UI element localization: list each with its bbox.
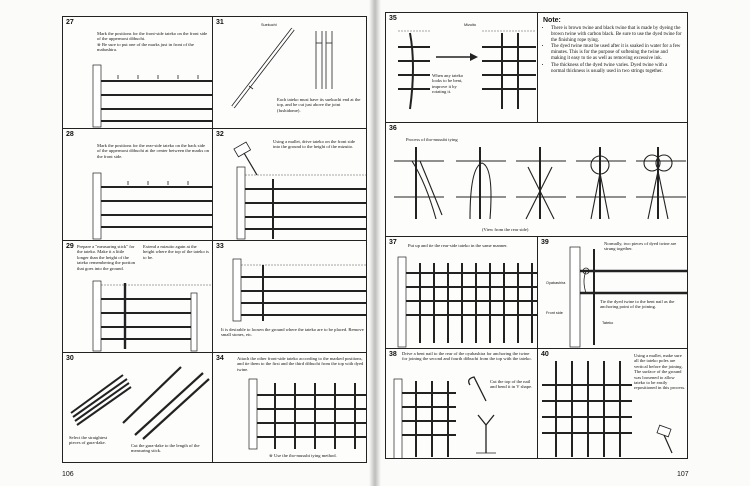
gara-dake-bamboo-illustration [63, 353, 213, 463]
step-text-a: Prepare a "measuring stick" for the tateko. Make it a little longer than the height of the tateko remembering the portion that goes into the ground. [77, 244, 136, 271]
step-number: 29 [66, 243, 74, 250]
measuring-stick-illustration [63, 241, 213, 353]
note-list [543, 26, 682, 74]
step-39 [538, 237, 688, 349]
step-40 [538, 349, 688, 459]
right-step-grid [385, 12, 688, 459]
rear-tateko-grid-illustration [386, 237, 538, 349]
step-title: Process of ibo-musubi tying [406, 137, 458, 142]
twine-anchor-illustration [538, 237, 688, 349]
step-number: 38 [389, 351, 397, 358]
mizuito-label: Mizuito [464, 23, 477, 27]
front-side-label: Front side [546, 311, 563, 315]
step-text-a: Drive a bent nail to the rear of the oyabashira for anchoring the twine for joining the second and fourth dōbuchi from the top with the tateko. [402, 351, 532, 362]
step-note: ※ Be sure to put one of the marks just in front of the mabashira. [97, 41, 194, 53]
tateko-fence-illustration [213, 241, 367, 353]
bent-nail-illustration [386, 349, 538, 459]
step-text: Using a mallet, make sure all the tateko poles are vertical before the joining. The surface of the ground was loosened to allow tateko to be easily repositioned in this process. [634, 353, 686, 391]
step-number: 39 [541, 239, 549, 246]
step-text: It is desirable to loosen the ground where the tateko are to be placed. Remove small stones, etc. [221, 327, 364, 338]
step-text: Put up and tie the rear-side tateko in the same manner. [408, 243, 508, 248]
mallet-vertical-check-illustration [538, 349, 688, 459]
right-page [375, 0, 750, 486]
step-30 [63, 353, 213, 463]
step-number: 28 [66, 131, 74, 138]
note-title: Note: [543, 17, 561, 24]
page-number-right: 107 [677, 471, 689, 478]
step-number: 27 [66, 19, 74, 26]
step-text-a: Normally, two pieces of dyed twine are strung together. [604, 241, 677, 252]
book-spine [369, 0, 381, 486]
step-35 [386, 13, 538, 123]
step-number: 34 [216, 355, 224, 362]
note-box [538, 13, 688, 123]
step-text-b: Extend a mizuito again at the height where the top of the tateko is to be. [143, 244, 209, 260]
oyabashira-label: Oyabashira [546, 281, 566, 285]
step-number: 32 [216, 131, 224, 138]
tateko-label: Tateko [602, 321, 614, 325]
step-number: 40 [541, 351, 549, 358]
step-text-b: Cut the top of the nail and bend it in V shape. [490, 379, 533, 390]
step-text: Mark the positions for the rear-side tateko on the back side of the uppermost dōbuchi at the center between the marks on the front side. [97, 143, 209, 159]
step-number: 35 [389, 15, 397, 22]
step-number: 36 [389, 125, 397, 132]
step-number: 31 [216, 19, 224, 26]
step-29 [63, 241, 213, 353]
step-text: When any tateko looks to be bent, improve it by rotating it. [432, 73, 464, 95]
step-number: 33 [216, 243, 224, 250]
step-37 [386, 237, 538, 349]
step-text-b: Tie the dyed twine to the bent nail as the anchoring point of the joining. [600, 299, 675, 310]
step-number: 37 [389, 239, 397, 246]
step-36 [386, 123, 688, 237]
step-text: Attach the other front-side tateko according to the marked positions, and tie them to the first and the third dōbuchi from the top with dyed twine. [237, 356, 364, 372]
step-31 [213, 17, 367, 129]
step-28 [63, 129, 213, 241]
fence-rear-marks-illustration [63, 129, 213, 241]
rotate-tateko-illustration [386, 13, 538, 123]
step-instruction: Mark the positions for the front-side tateko on the front side of the uppermost dōbuchi. [97, 31, 208, 42]
tied-tateko-illustration [213, 353, 367, 463]
note-item: • The thickness of the dyed twine varies. Dyed twine with a normal thickness is usually used in two strings together. [551, 63, 682, 75]
step-34 [213, 353, 367, 463]
step-text: Using a mallet, drive tateko on the front side into the ground to the height of the mizuito. [273, 139, 356, 150]
fence-post-illustration [63, 17, 213, 129]
step-33 [213, 241, 367, 353]
page-number-left: 106 [62, 471, 74, 478]
step-38 [386, 349, 538, 459]
step-note: ※ Use the ibo-musubi tying method. [269, 453, 337, 458]
note-item: • The dyed twine must be used after it is soaked in water for a few minutes. This is for the purpose of softening the twine and making it easy to tie as well as removing excessive ink. [551, 44, 682, 61]
step-27 [63, 17, 213, 129]
step-32 [213, 129, 367, 241]
left-step-grid [62, 16, 367, 463]
bamboo-cut-illustration [213, 17, 367, 129]
step-number: 30 [66, 355, 74, 362]
step-text-b: Cut the gara-dake to the length of the measuring stick. [131, 443, 200, 454]
note-item: • There is brown twine and black twine that is made by dyeing the brown twine with carbon black. Be sure to use the dyed twine for the finishing rope tying. [551, 26, 682, 43]
mallet-driving-illustration [213, 129, 367, 241]
step-caption: (View from the rear side) [482, 227, 529, 232]
step-text-a: Select the straightest pieces of gara-dake. [69, 435, 108, 446]
ibo-musubi-knot-sequence [386, 123, 688, 237]
step-text: Each tateko must have its suekuchi end at the top, and be cut just above the joint (fushidome). [277, 97, 361, 113]
suekuchi-label: Suekuchi [261, 23, 277, 27]
